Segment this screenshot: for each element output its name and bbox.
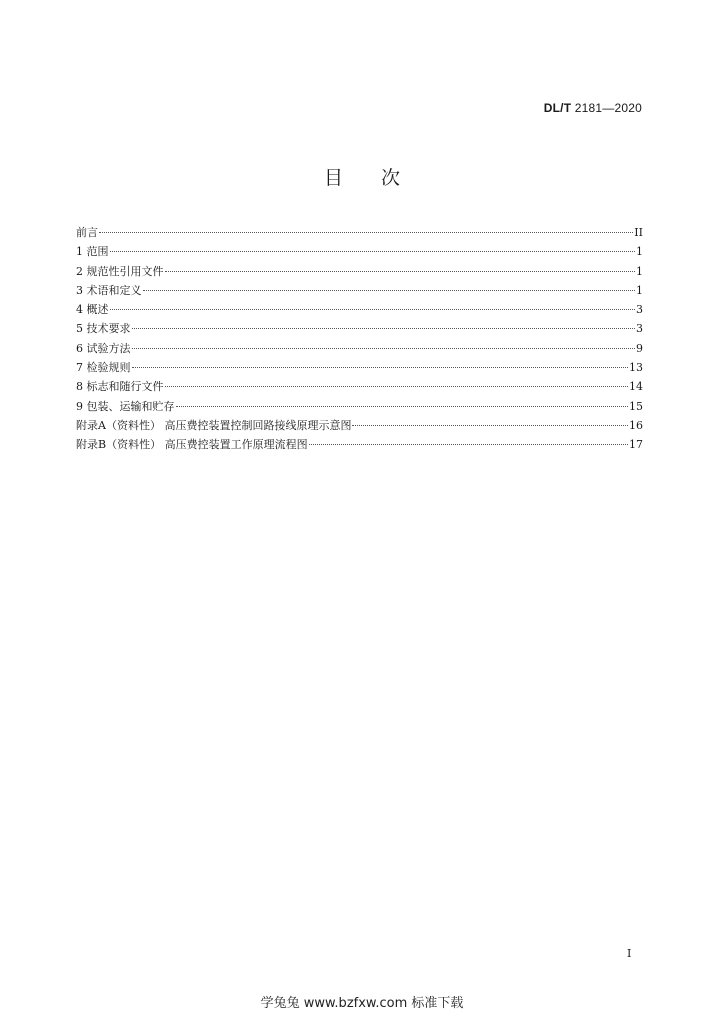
toc-entry-label: 3 术语和定义 xyxy=(76,283,142,297)
toc-entry-page: 3 xyxy=(636,322,643,336)
toc-entry-label: 2 规范性引用文件 xyxy=(76,264,164,278)
toc-entry-label: 前言 xyxy=(76,226,98,239)
toc-entry-page: 13 xyxy=(629,361,643,375)
toc-entry-page: II xyxy=(634,226,643,239)
toc-entry[interactable] xyxy=(76,242,643,261)
toc-entry[interactable] xyxy=(76,281,643,300)
table-of-contents xyxy=(76,223,643,455)
toc-entry[interactable] xyxy=(76,300,643,319)
toc-entry-page: 1 xyxy=(636,283,643,297)
toc-dot-leader xyxy=(176,406,629,407)
toc-dot-leader xyxy=(110,309,636,310)
toc-entry[interactable] xyxy=(76,435,643,454)
toc-entry-label: 4 概述 xyxy=(76,303,109,317)
toc-entry-page: 3 xyxy=(636,303,643,317)
toc-entry[interactable] xyxy=(76,416,643,435)
toc-entry[interactable] xyxy=(76,358,643,377)
toc-entry-label: 7 检验规则 xyxy=(76,361,131,375)
toc-entry-label: 附录B（资料性） 高压费控装置工作原理流程图 xyxy=(76,438,308,452)
page-number: I xyxy=(627,947,632,960)
toc-dot-leader xyxy=(99,232,633,233)
toc-entry-page: 16 xyxy=(629,418,643,432)
toc-entry-page: 9 xyxy=(636,341,643,355)
toc-entry[interactable] xyxy=(76,319,643,338)
toc-dot-leader xyxy=(110,251,636,252)
document-code xyxy=(544,101,642,115)
toc-dot-leader xyxy=(309,444,628,445)
toc-entry[interactable] xyxy=(76,262,643,281)
toc-entry-label: 8 标志和随行文件 xyxy=(76,380,164,394)
toc-entry-page: 17 xyxy=(629,438,643,452)
toc-dot-leader xyxy=(165,386,629,387)
toc-entry[interactable] xyxy=(76,223,643,242)
toc-heading: 目次 xyxy=(323,167,438,189)
toc-entry-label: 附录A（资料性） 高压费控装置控制回路接线原理示意图 xyxy=(76,418,352,432)
toc-dot-leader xyxy=(132,367,629,368)
document-code-prefix: DL/T xyxy=(543,101,572,115)
document-code-number: 2181—2020 xyxy=(574,101,642,115)
toc-dot-leader xyxy=(132,328,636,329)
toc-entry-label: 5 技术要求 xyxy=(76,322,131,336)
toc-entry-page: 1 xyxy=(636,264,643,278)
toc-entry[interactable] xyxy=(76,377,643,396)
toc-dot-leader xyxy=(352,425,628,426)
toc-entry-label: 1 范围 xyxy=(76,245,109,259)
toc-entry[interactable] xyxy=(76,339,643,358)
toc-entry-label: 9 包装、运输和贮存 xyxy=(76,399,175,413)
toc-entry[interactable] xyxy=(76,397,643,416)
toc-dot-leader xyxy=(143,290,636,291)
toc-entry-label: 6 试验方法 xyxy=(76,341,131,355)
toc-entry-page: 1 xyxy=(636,245,643,259)
toc-entry-page: 14 xyxy=(629,380,643,394)
toc-dot-leader xyxy=(165,271,636,272)
toc-entry-page: 15 xyxy=(629,399,643,413)
toc-dot-leader xyxy=(132,348,636,349)
download-watermark: 学兔兔 www.bzfxw.com 标准下载 xyxy=(260,996,464,1011)
